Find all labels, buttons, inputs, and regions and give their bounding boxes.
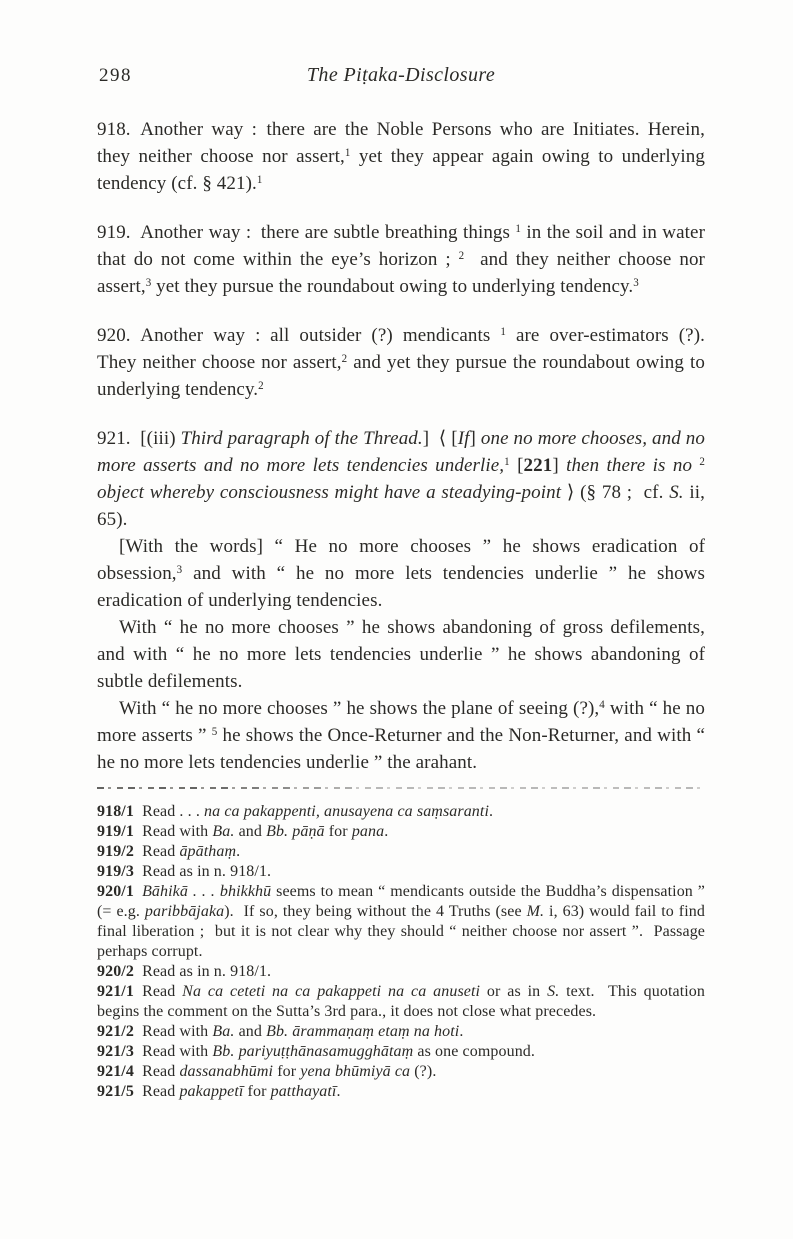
footnote-item bbox=[97, 1022, 705, 1042]
footnote-label: 921/1 bbox=[97, 983, 134, 1000]
text-run: M. bbox=[526, 903, 545, 920]
text-run: Bb. pāṇā bbox=[266, 823, 325, 840]
footnote-label: 920/1 bbox=[97, 883, 134, 900]
text-run: Third paragraph of the Thread. bbox=[180, 428, 423, 449]
text-run: he shows the Once-Returner and the Non-Returner, and with “ he no more lets tendencies underlie ” the arahant. bbox=[97, 725, 710, 773]
paragraph-919 bbox=[97, 219, 710, 300]
text-run: Read with bbox=[142, 1043, 213, 1060]
text-run: Read bbox=[142, 983, 183, 1000]
text-run: Bb. ārammaṇaṃ etaṃ na hoti bbox=[266, 1023, 460, 1040]
text-run: ii, 65). bbox=[97, 482, 710, 530]
text-run: yet they pursue the roundabout owing to underlying tendency. bbox=[151, 276, 634, 297]
paragraph-920 bbox=[97, 322, 715, 403]
text-run: Read bbox=[142, 843, 180, 860]
paragraph-918 bbox=[97, 116, 710, 197]
footnote-list bbox=[97, 802, 710, 1102]
footnote-label: 921/2 bbox=[97, 1023, 134, 1040]
text-run: patthayatī bbox=[270, 1083, 337, 1100]
text-run: Read bbox=[142, 1083, 180, 1100]
text-run: 1 bbox=[515, 222, 522, 235]
text-run: 1 bbox=[500, 325, 506, 338]
text-run: 3 bbox=[633, 276, 639, 289]
text-run: ] ⟨ [ bbox=[422, 428, 458, 449]
text-run: 221 bbox=[523, 455, 553, 476]
footnote-item bbox=[97, 982, 710, 1022]
text-run: pana bbox=[351, 823, 385, 840]
text-run: with “ he no more asserts ” bbox=[97, 698, 710, 746]
text-run: Ba. bbox=[212, 1023, 235, 1040]
text-run: ] bbox=[552, 455, 567, 476]
footnote-item bbox=[97, 962, 705, 982]
footnote-label: 921/3 bbox=[97, 1043, 134, 1060]
text-run: 1 bbox=[256, 173, 263, 186]
text-run: and they neither choose nor assert, bbox=[97, 249, 710, 297]
footnote-divider bbox=[97, 787, 705, 789]
text-run: yet they appear again owing to underlying tendency (cf. § 421). bbox=[97, 146, 710, 194]
text-run: 2 bbox=[699, 455, 705, 468]
text-run: With “ he no more chooses ” he shows the plane of seeing (?), bbox=[119, 698, 600, 719]
text-run: and bbox=[234, 1023, 267, 1040]
text-run: [With the words] “ He no more chooses ” he shows eradication of obsession, bbox=[97, 536, 710, 584]
text-run: S. bbox=[669, 482, 684, 503]
paragraph-921-comment-2 bbox=[97, 614, 710, 695]
text-run: are over-estimators (?). They neither choose nor assert, bbox=[97, 325, 715, 373]
footnote-item bbox=[97, 822, 705, 842]
text-run: i, 63) would fail to find final liberation ; but it is not clear why they should “ neither choose nor assert ”. Passage perhaps corrupt. bbox=[97, 903, 710, 960]
text-run: na ca pakappenti, anusayena ca saṃsaranti bbox=[204, 803, 489, 820]
text-run: 3 bbox=[145, 276, 152, 289]
paragraph-921-comment-1 bbox=[97, 533, 710, 614]
page-header bbox=[97, 64, 705, 90]
running-title: The Piṭaka-Disclosure bbox=[306, 64, 496, 86]
paragraph-921-comment-3 bbox=[97, 695, 710, 776]
text-run: Bāhikā . . . bhikkhū bbox=[142, 883, 272, 900]
text-run: and yet they pursue the roundabout owing to underlying tendency. bbox=[97, 352, 710, 400]
text-run: object whereby consciousness might have a steadying-point bbox=[97, 455, 710, 503]
page-content bbox=[97, 64, 715, 1102]
footnote-label: 921/5 bbox=[97, 1083, 134, 1100]
text-run: ⟩ (§ 78 ; cf. bbox=[566, 482, 670, 503]
text-run: seems to mean “ mendicants outside the Buddha’s dispensation ” (= e.g. bbox=[97, 883, 710, 920]
text-run: paribbājaka bbox=[144, 903, 225, 920]
text-run: Read as in n. 918/1. bbox=[142, 963, 272, 980]
text-run: (?). bbox=[410, 1063, 437, 1080]
text-run: āpāthaṃ bbox=[179, 843, 237, 860]
text-run: . bbox=[336, 1083, 341, 1100]
text-run: and with “ he no more lets tendencies underlie ” he shows eradication of underlying tendencies. bbox=[97, 563, 710, 611]
footnote-item bbox=[97, 1062, 705, 1082]
footnote-label: 919/1 bbox=[97, 823, 134, 840]
text-run: 5 bbox=[211, 725, 218, 738]
text-run: ] bbox=[469, 428, 481, 449]
text-run: Read bbox=[142, 1063, 180, 1080]
text-run: Read as in n. 918/1. bbox=[142, 863, 272, 880]
body-paragraphs bbox=[97, 116, 715, 776]
footnote-label: 919/2 bbox=[97, 843, 134, 860]
text-run: then there is no bbox=[566, 455, 700, 476]
text-run: 918. Another way : there are the Noble Persons who are Initiates. Herein, they neither choose nor assert, bbox=[97, 119, 710, 167]
text-run: for bbox=[273, 1063, 301, 1080]
text-run: for bbox=[324, 823, 352, 840]
text-run: text. This quotation begins the comment on the Sutta’s 3rd para., it does not close what precedes. bbox=[97, 983, 710, 1020]
text-run: 2 bbox=[258, 379, 264, 392]
text-run: 919. Another way : there are subtle breathing things bbox=[97, 222, 516, 243]
text-run: 1 bbox=[344, 146, 351, 159]
text-run: yena bhūmiyā ca bbox=[300, 1063, 411, 1080]
text-run: one no more chooses, and no more asserts and no more lets tendencies underlie, bbox=[97, 428, 710, 476]
text-run: for bbox=[243, 1083, 271, 1100]
footnote-label: 919/3 bbox=[97, 863, 134, 880]
footnote-item bbox=[97, 862, 705, 882]
footnote-item bbox=[97, 882, 710, 962]
text-run: in the soil and in water that do not come within the eye’s horizon ; bbox=[97, 222, 710, 270]
text-run: Na ca ceteti na ca pakappeti na ca anuseti bbox=[182, 983, 481, 1000]
text-run: pakappetī bbox=[179, 1083, 244, 1100]
text-run: Read with bbox=[142, 1023, 213, 1040]
text-run: . bbox=[489, 803, 494, 820]
footnote-label: 918/1 bbox=[97, 803, 134, 820]
text-run: 920. Another way : all outsider (?) mendicants bbox=[97, 325, 501, 346]
text-run: 2 bbox=[341, 352, 348, 365]
page-body bbox=[97, 116, 715, 1102]
text-run: as one compound. bbox=[413, 1043, 535, 1060]
text-run: . bbox=[459, 1023, 464, 1040]
footnote-item bbox=[97, 1082, 705, 1102]
text-run: dassanabhūmi bbox=[179, 1063, 274, 1080]
paragraph-921-quote bbox=[97, 425, 710, 533]
text-run: With “ he no more chooses ” he shows abandoning of gross defilements, and with “ he no more lets tendencies underlie ” he shows abandoning of subtle defilements. bbox=[97, 617, 710, 692]
footnote-label: 921/4 bbox=[97, 1063, 134, 1080]
text-run: [ bbox=[509, 455, 524, 476]
text-run: 4 bbox=[599, 698, 605, 711]
footnote-label: 920/2 bbox=[97, 963, 134, 980]
text-run: 1 bbox=[504, 455, 510, 468]
text-run: . bbox=[384, 823, 389, 840]
page-number: 298 bbox=[99, 65, 132, 86]
text-run: Read . . . bbox=[142, 803, 205, 820]
text-run: ). If so, they being without the 4 Truths (see bbox=[224, 903, 527, 920]
footnote-item bbox=[97, 802, 705, 822]
text-run: and bbox=[234, 823, 267, 840]
footnote-item bbox=[97, 842, 705, 862]
footnote-item bbox=[97, 1042, 705, 1062]
text-run: 921. [(iii) bbox=[97, 428, 181, 449]
text-run: S. bbox=[547, 983, 560, 1000]
text-run: Bb. pariyuṭṭhānasamugghātaṃ bbox=[212, 1043, 414, 1060]
text-run: If bbox=[457, 428, 470, 449]
text-run: 2 bbox=[458, 249, 465, 262]
text-run: Ba. bbox=[212, 823, 235, 840]
text-run: or as in bbox=[480, 983, 548, 1000]
text-run: Read with bbox=[142, 823, 213, 840]
text-run: 3 bbox=[176, 563, 183, 576]
text-run: . bbox=[236, 843, 241, 860]
